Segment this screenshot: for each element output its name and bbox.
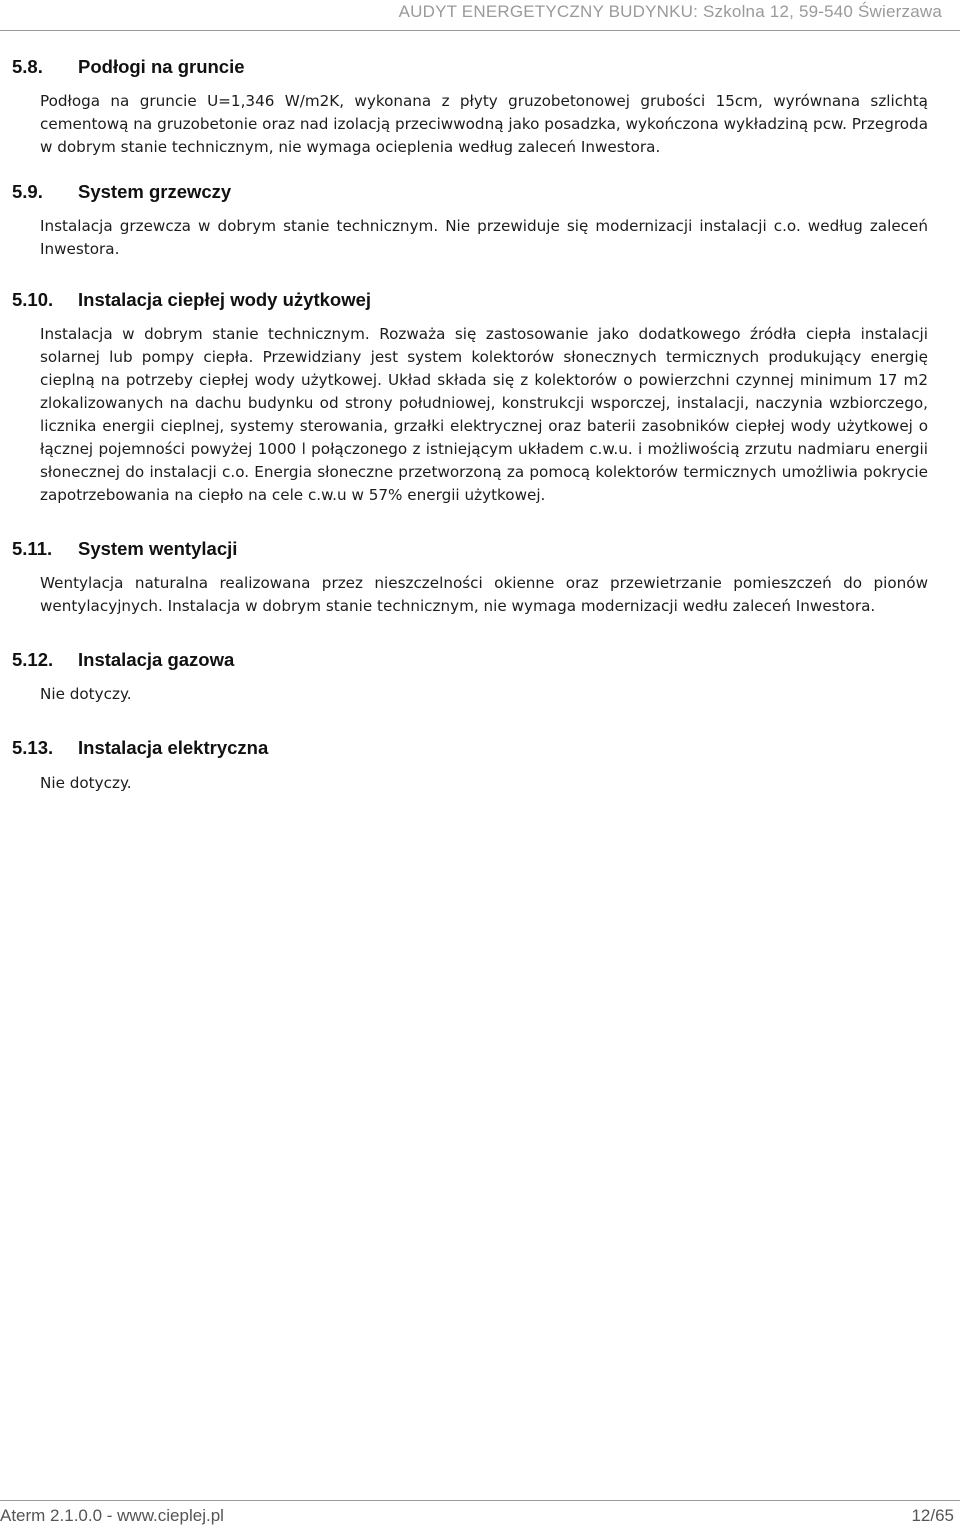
section-number: 5.12. — [12, 649, 54, 670]
page-header: AUDYT ENERGETYCZNY BUDYNKU: Szkolna 12, 59-540 Świerzawa — [398, 2, 942, 21]
section-paragraph: Instalacja grzewcza w dobrym stanie technicznym. Nie przewiduje się modernizacji instalacji c.o. według zaleceń Inwestora. — [40, 217, 928, 258]
section-paragraph: Nie dotyczy. — [40, 774, 132, 792]
section-heading — [12, 536, 928, 562]
section-5-8 — [12, 54, 928, 159]
section-heading — [12, 287, 928, 313]
section-title: System wentylacji — [78, 538, 238, 559]
header-divider — [0, 30, 960, 31]
section-paragraph: Nie dotyczy. — [40, 685, 132, 703]
section-title: Instalacja ciepłej wody użytkowej — [78, 289, 372, 310]
section-paragraph: Instalacja w dobrym stanie technicznym. Rozważa się zastosowanie jako dodatkowego źródła ciepła instalacji solarnej lub pompy ciepła. Przewidziany jest system kolektorów słonecznych termicznych produkujący energię cieplną na potrzeby ciepłej wody użytkowej. Układ składa się z kolektorów o powierzchni czynnej minimum 17 m2 zlokalizowanych na dachu budynku od strony południowej, konstrukcji wsporczej, instalacji, naczynia wzbiorczego, licznika energii cieplnej, systemy sterowania, grzałki elektrycznej oraz baterii zasobników ciepłej wody użytkowej o łącznej pojemności powyżej 1000 l połączonego z istniejącym układem c.w.u. i możliwością zrzutu nadmiaru energii słonecznej do instalacji c.o. Energia słoneczne przetworzoną za pomocą kolektorów termicznych umożliwia pokrycie zapotrzebowania na ciepło na cele c.w.u w 57% energii użytkowej. — [40, 325, 928, 504]
section-5-10 — [12, 287, 928, 507]
section-title: Instalacja gazowa — [78, 649, 235, 670]
section-number: 5.13. — [12, 737, 54, 758]
document-content — [12, 54, 928, 795]
section-heading — [12, 647, 928, 673]
section-title: Instalacja elektryczna — [78, 737, 269, 758]
section-5-12 — [12, 647, 928, 706]
section-number: 5.10. — [12, 289, 54, 310]
section-heading — [12, 54, 928, 80]
section-title: System grzewczy — [78, 181, 232, 202]
section-title: Podłogi na gruncie — [78, 56, 245, 77]
section-5-9 — [12, 179, 928, 261]
footer-software-credit: Aterm 2.1.0.0 - www.cieplej.pl — [0, 1506, 224, 1525]
section-paragraph: Wentylacja naturalna realizowana przez nieszczelności okienne oraz przewietrzanie pomieszczeń do pionów wentylacyjnych. Instalacja w dobrym stanie technicznym, nie wymaga modernizacji wedłu zaleceń Inwestora. — [40, 574, 928, 615]
section-number: 5.8. — [12, 56, 43, 77]
section-paragraph: Podłoga na gruncie U=1,346 W/m2K, wykonana z płyty gruzobetonowej grubości 15cm, wyrównana szlichtą cementową na gruzobetonie oraz nad izolacją przeciwwodną jako posadzka, wykończona wykładziną pcw. Przegroda w dobrym stanie technicznym, nie wymaga ocieplenia według zaleceń Inwestora. — [40, 92, 928, 156]
section-5-13 — [12, 735, 928, 795]
footer-divider — [0, 1500, 960, 1501]
section-heading — [12, 735, 928, 761]
section-number: 5.11. — [12, 538, 53, 559]
page-number: 12/65 — [911, 1506, 954, 1525]
section-heading — [12, 179, 928, 205]
section-5-11 — [12, 536, 928, 618]
section-number: 5.9. — [12, 181, 43, 202]
